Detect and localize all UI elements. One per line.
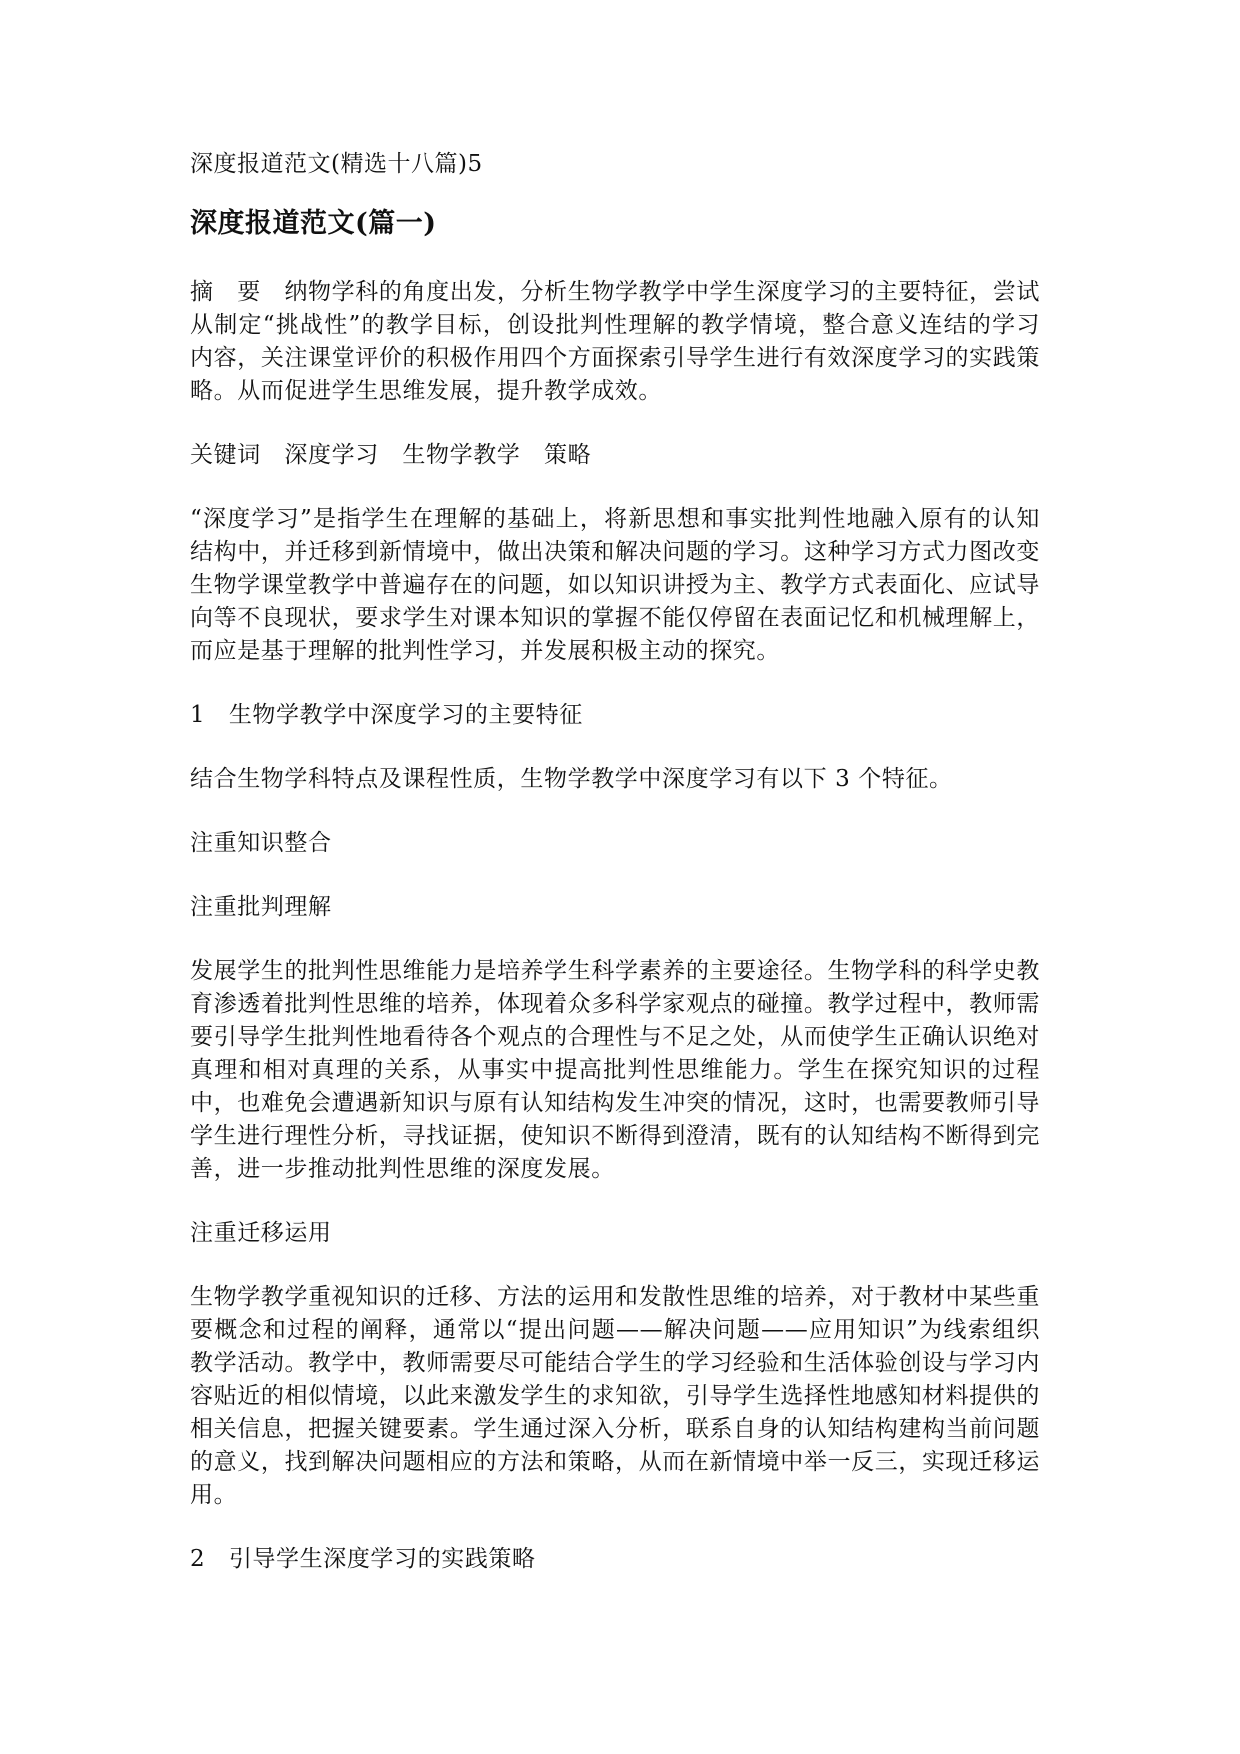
heading-1: 1 生物学教学中深度学习的主要特征 bbox=[190, 702, 583, 728]
critical-thinking-paragraph: 发展学生的批判性思维能力是培养学生科学素养的主要途径。生物学科的科学史教育渗透着批判性思维的培养，体现着众多科学家观点的碰撞。教学过程中，教师需要引导学生批判性地看待各个观点的合理性与不足之处，从而使学生正确认识绝对真理和相对真理的关系，从事实中提高批判性思维能力。学生在探究知识的过程中，也难免会遭遇新知识与原有认知结构发生冲突的情况，这时，也需要教师引导学生进行理性分析，寻找证据，使知识不断得到澄清，既有的认知结构不断得到完善，进一步推动批判性思维的深度发展。 bbox=[190, 958, 1040, 1182]
keywords-line: 关键词 深度学习 生物学教学 策略 bbox=[190, 442, 592, 468]
transfer-paragraph: 生物学教学重视知识的迁移、方法的运用和发散性思维的培养，对于教材中某些重要概念和过程的阐释，通常以“提出问题——解决问题——应用知识”为线索组织教学活动。教学中，教师需要尽可能结合学生的学习经验和生活体验创设与学习内容贴近的相似情境，以此来激发学生的求知欲，引导学生选择性地感知材料提供的相关信息，把握关键要素。学生通过深入分析，联系自身的认知结构建构当前问题的意义，找到解决问题相应的方法和策略，从而在新情境中举一反三，实现迁移运用。 bbox=[190, 1284, 1040, 1508]
subheading-knowledge-integration: 注重知识整合 bbox=[190, 830, 332, 856]
document-title: 深度报道范文(精选十八篇)5 bbox=[190, 151, 483, 177]
document-page bbox=[190, 148, 1040, 1607]
intro-paragraph: “深度学习”是指学生在理解的基础上，将新思想和事实批判性地融入原有的认知结构中，并迁移到新情境中，做出决策和解决问题的学习。这种学习方式力图改变生物学课堂教学中普遍存在的问题，如以知识讲授为主、教学方式表面化、应试导向等不良现状，要求学生对课本知识的掌握不能仅停留在表面记忆和机械理解上，而应是基于理解的批判性学习，并发展积极主动的探究。 bbox=[190, 506, 1040, 664]
section-heading: 深度报道范文(篇一) bbox=[190, 208, 437, 239]
subheading-transfer-application: 注重迁移运用 bbox=[190, 1220, 332, 1246]
heading-2: 2 引导学生深度学习的实践策略 bbox=[190, 1546, 536, 1572]
abstract-paragraph: 摘 要 纳物学科的角度出发，分析生物学教学中学生深度学习的主要特征，尝试从制定“挑战性”的教学目标，创设批判性理解的教学情境，整合意义连结的学习内容，关注课堂评价的积极作用四个方面探索引导学生进行有效深度学习的实践策略。从而促进学生思维发展，提升教学成效。 bbox=[190, 279, 1040, 404]
subheading-critical-understanding: 注重批判理解 bbox=[190, 894, 332, 920]
features-intro: 结合生物学科特点及课程性质，生物学教学中深度学习有以下 3 个特征。 bbox=[190, 766, 953, 792]
